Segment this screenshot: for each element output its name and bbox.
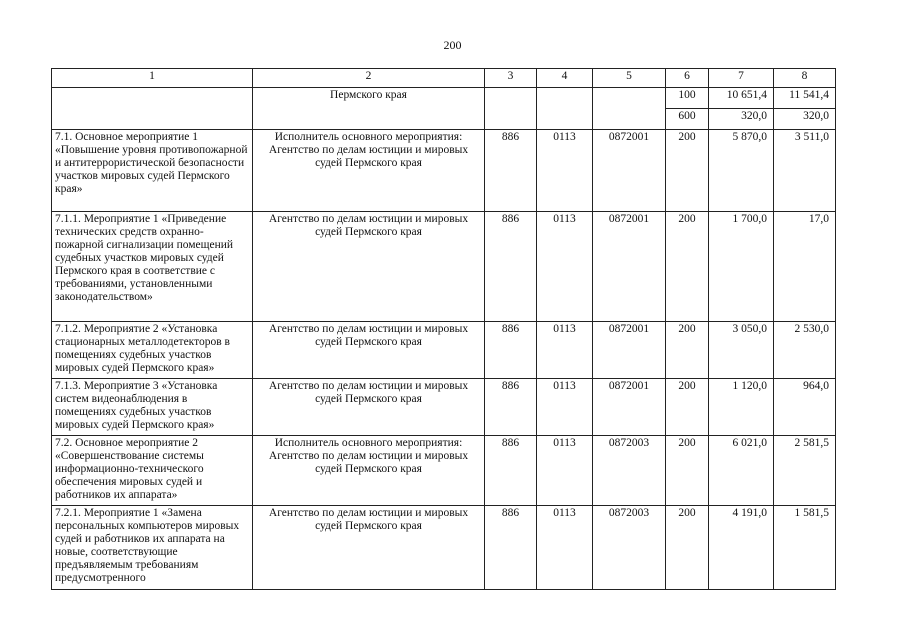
cell-name: 7.1.2. Мероприятие 2 «Установка стационарных металлодетекторов в помещениях судебных участков мировых судей Пермского края» [52, 322, 253, 379]
cell-c8: 320,0 [774, 109, 836, 130]
cell-c5: 0872001 [593, 130, 666, 212]
table-row [52, 506, 836, 590]
cell-c5: 0872001 [593, 322, 666, 379]
cell-executor-continuation: Пермского края [253, 88, 485, 130]
cell-c8: 2 530,0 [774, 322, 836, 379]
cell-c6: 200 [666, 212, 709, 322]
cell-c7: 6 021,0 [709, 436, 774, 506]
cell-c3: 886 [485, 130, 537, 212]
cell-c4: 0113 [537, 436, 593, 506]
cell-c6: 200 [666, 379, 709, 436]
cell-c3: 886 [485, 506, 537, 590]
cell-c4: 0113 [537, 212, 593, 322]
cell-c4: 0113 [537, 130, 593, 212]
cell-c7: 4 191,0 [709, 506, 774, 590]
cell-c8: 17,0 [774, 212, 836, 322]
budget-table [51, 68, 836, 590]
cell-empty [485, 88, 537, 130]
cell-name: 7.2. Основное мероприятие 2 «Совершенствование системы информационно-технического обеспечения мировых судей и работников их аппарата» [52, 436, 253, 506]
cell-c6: 600 [666, 109, 709, 130]
header-row [52, 69, 836, 88]
cell-executor: Агентство по делам юстиции и мировых судей Пермского края [253, 379, 485, 436]
cell-name: 7.1. Основное мероприятие 1 «Повышение уровня противопожарной и антитеррористической безопасности участков мировых судей Пермского края» [52, 130, 253, 212]
cell-c7: 1 700,0 [709, 212, 774, 322]
cell-c6: 100 [666, 88, 709, 109]
cell-executor: Агентство по делам юстиции и мировых судей Пермского края [253, 322, 485, 379]
cell-name-empty [52, 88, 253, 130]
col-header-7: 7 [709, 69, 774, 88]
cell-c8: 11 541,4 [774, 88, 836, 109]
cell-c3: 886 [485, 436, 537, 506]
cell-c4: 0113 [537, 379, 593, 436]
table-row [52, 322, 836, 379]
table-row [52, 212, 836, 322]
cell-empty [537, 88, 593, 130]
cell-c8: 964,0 [774, 379, 836, 436]
cell-empty [593, 88, 666, 130]
cell-c6: 200 [666, 130, 709, 212]
cell-c8: 1 581,5 [774, 506, 836, 590]
cell-c4: 0113 [537, 506, 593, 590]
cell-name: 7.2.1. Мероприятие 1 «Замена персональных компьютеров мировых судей и работников их аппарата на новые, соответствующие предъявляемым требованиям предусмотренного [52, 506, 253, 590]
cell-name: 7.1.3. Мероприятие 3 «Установка систем видеонаблюдения в помещениях судебных участков мировых судей Пермского края» [52, 379, 253, 436]
col-header-5: 5 [593, 69, 666, 88]
table-row [52, 130, 836, 212]
cell-c8: 2 581,5 [774, 436, 836, 506]
cell-c6: 200 [666, 322, 709, 379]
cell-c5: 0872001 [593, 212, 666, 322]
cell-c3: 886 [485, 212, 537, 322]
cell-executor: Исполнитель основного мероприятия: Агентство по делам юстиции и мировых судей Пермского края [253, 130, 485, 212]
cell-executor: Исполнитель основного мероприятия: Агентство по делам юстиции и мировых судей Пермского края [253, 436, 485, 506]
col-header-2: 2 [253, 69, 485, 88]
col-header-1: 1 [52, 69, 253, 88]
cell-c7: 5 870,0 [709, 130, 774, 212]
cell-c8: 3 511,0 [774, 130, 836, 212]
cell-c6: 200 [666, 506, 709, 590]
cell-c7: 1 120,0 [709, 379, 774, 436]
cell-c5: 0872003 [593, 436, 666, 506]
cell-c7: 10 651,4 [709, 88, 774, 109]
cell-c5: 0872003 [593, 506, 666, 590]
cell-c4: 0113 [537, 322, 593, 379]
table-row [52, 436, 836, 506]
cell-c3: 886 [485, 379, 537, 436]
cell-c7: 3 050,0 [709, 322, 774, 379]
col-header-3: 3 [485, 69, 537, 88]
cell-executor: Агентство по делам юстиции и мировых судей Пермского края [253, 212, 485, 322]
cell-executor: Агентство по делам юстиции и мировых судей Пермского края [253, 506, 485, 590]
col-header-4: 4 [537, 69, 593, 88]
cell-c5: 0872001 [593, 379, 666, 436]
page-number: 200 [443, 38, 462, 52]
cell-c7: 320,0 [709, 109, 774, 130]
col-header-6: 6 [666, 69, 709, 88]
cell-c3: 886 [485, 322, 537, 379]
continuation-row-100 [52, 88, 836, 109]
cell-name: 7.1.1. Мероприятие 1 «Приведение технических средств охранно-пожарной сигнализации помещений судебных участков мировых судей Пермского края в соответствие с требованиями, установленными законодательством» [52, 212, 253, 322]
cell-c6: 200 [666, 436, 709, 506]
col-header-8: 8 [774, 69, 836, 88]
table-row [52, 379, 836, 436]
